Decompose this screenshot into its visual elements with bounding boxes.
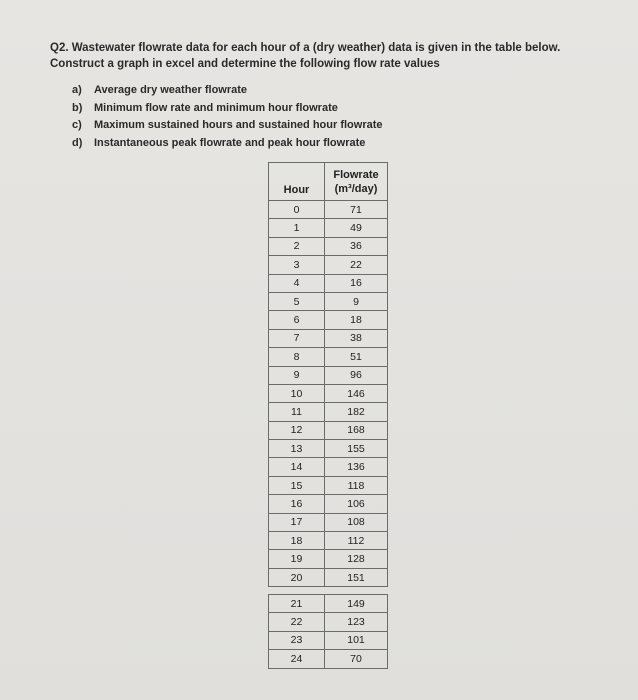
header-flowrate-line1: Flowrate bbox=[333, 168, 379, 181]
hour-cell: 8 bbox=[269, 348, 325, 366]
flowrate-cell: 16 bbox=[325, 274, 388, 292]
question-line-1: Q2. Wastewater flowrate data for each hour of a (dry weather) data is given in the table below. bbox=[50, 42, 561, 54]
header-flowrate bbox=[325, 163, 388, 201]
flowrate-cell: 128 bbox=[325, 550, 388, 568]
flowrate-cell: 106 bbox=[325, 495, 388, 513]
table-row bbox=[269, 568, 388, 586]
task-label: c) bbox=[72, 119, 82, 131]
flowrate-cell: 96 bbox=[325, 366, 388, 384]
table-row bbox=[269, 613, 388, 631]
hour-cell: 17 bbox=[269, 513, 325, 531]
table-row bbox=[269, 550, 388, 568]
table-row bbox=[269, 219, 388, 237]
hour-cell: 3 bbox=[269, 256, 325, 274]
flowrate-cell: 118 bbox=[325, 476, 388, 494]
hour-cell: 4 bbox=[269, 274, 325, 292]
hour-cell: 13 bbox=[269, 440, 325, 458]
table-row bbox=[269, 311, 388, 329]
flowrate-cell: 136 bbox=[325, 458, 388, 476]
hour-cell: 22 bbox=[269, 613, 325, 631]
task-text: Maximum sustained hours and sustained hour flowrate bbox=[94, 119, 383, 131]
table-row bbox=[269, 201, 388, 219]
flowrate-cell: 168 bbox=[325, 421, 388, 439]
table-row bbox=[269, 495, 388, 513]
question-text bbox=[50, 40, 590, 72]
table-row bbox=[269, 513, 388, 531]
hour-cell: 16 bbox=[269, 495, 325, 513]
flowrate-cell: 149 bbox=[325, 595, 388, 613]
task-label: d) bbox=[72, 136, 83, 149]
table-row bbox=[269, 366, 388, 384]
flowrate-table-body bbox=[269, 201, 388, 587]
table-row bbox=[269, 476, 388, 494]
flowrate-cell: 123 bbox=[325, 613, 388, 631]
hour-cell: 11 bbox=[269, 403, 325, 421]
hour-cell: 5 bbox=[269, 292, 325, 310]
flowrate-table bbox=[268, 162, 388, 587]
flowrate-cell: 38 bbox=[325, 329, 388, 347]
header-hour: Hour bbox=[269, 163, 325, 201]
flowrate-cell: 18 bbox=[325, 311, 388, 329]
flowrate-table-continued bbox=[268, 594, 388, 669]
hour-cell: 1 bbox=[269, 219, 325, 237]
flowrate-cell: 151 bbox=[325, 568, 388, 586]
table-row bbox=[269, 532, 388, 550]
flowrate-cell: 71 bbox=[325, 201, 388, 219]
hour-cell: 6 bbox=[269, 311, 325, 329]
flowrate-cell: 51 bbox=[325, 348, 388, 366]
question-line-2: Construct a graph in excel and determine the following flow rate values bbox=[50, 58, 440, 70]
table-row bbox=[269, 595, 388, 613]
task-label: b) bbox=[72, 101, 83, 114]
table-row bbox=[269, 256, 388, 274]
table-row bbox=[269, 329, 388, 347]
hour-cell: 0 bbox=[269, 201, 325, 219]
flowrate-table-continued-body bbox=[269, 595, 388, 669]
flowrate-cell: 101 bbox=[325, 631, 388, 649]
flowrate-cell: 108 bbox=[325, 513, 388, 531]
hour-cell: 19 bbox=[269, 550, 325, 568]
hour-cell: 18 bbox=[269, 532, 325, 550]
flowrate-cell: 70 bbox=[325, 650, 388, 668]
hour-cell: 21 bbox=[269, 595, 325, 613]
table-row bbox=[269, 292, 388, 310]
flowrate-cell: 49 bbox=[325, 219, 388, 237]
table-row bbox=[269, 458, 388, 476]
hour-cell: 14 bbox=[269, 458, 325, 476]
task-item bbox=[72, 117, 492, 135]
table-row bbox=[269, 631, 388, 649]
hour-cell: 7 bbox=[269, 329, 325, 347]
task-text: Average dry weather flowrate bbox=[94, 84, 248, 96]
table-row bbox=[269, 237, 388, 255]
flowrate-cell: 146 bbox=[325, 384, 388, 402]
flowrate-cell: 182 bbox=[325, 403, 388, 421]
table-row bbox=[269, 274, 388, 292]
task-item bbox=[72, 135, 492, 153]
table-row bbox=[269, 403, 388, 421]
flowrate-cell: 9 bbox=[325, 292, 388, 310]
table-row bbox=[269, 440, 388, 458]
task-text: Instantaneous peak flowrate and peak hour flowrate bbox=[94, 136, 366, 149]
task-text: Minimum flow rate and minimum hour flowrate bbox=[94, 101, 338, 114]
task-item bbox=[72, 82, 492, 100]
hour-cell: 9 bbox=[269, 366, 325, 384]
task-item bbox=[72, 100, 492, 118]
hour-cell: 12 bbox=[269, 421, 325, 439]
task-label: a) bbox=[72, 84, 82, 96]
header-flowrate-line2: (m³/day) bbox=[334, 182, 378, 195]
flowrate-cell: 155 bbox=[325, 440, 388, 458]
table-row bbox=[269, 384, 388, 402]
task-list bbox=[72, 82, 492, 152]
table-row bbox=[269, 421, 388, 439]
flowrate-cell: 36 bbox=[325, 237, 388, 255]
table-row bbox=[269, 348, 388, 366]
table-row bbox=[269, 650, 388, 668]
hour-cell: 23 bbox=[269, 631, 325, 649]
flowrate-cell: 22 bbox=[325, 256, 388, 274]
hour-cell: 20 bbox=[269, 568, 325, 586]
hour-cell: 2 bbox=[269, 237, 325, 255]
hour-cell: 15 bbox=[269, 476, 325, 494]
hour-cell: 24 bbox=[269, 650, 325, 668]
flowrate-cell: 112 bbox=[325, 532, 388, 550]
hour-cell: 10 bbox=[269, 384, 325, 402]
table-header-row bbox=[269, 163, 388, 201]
